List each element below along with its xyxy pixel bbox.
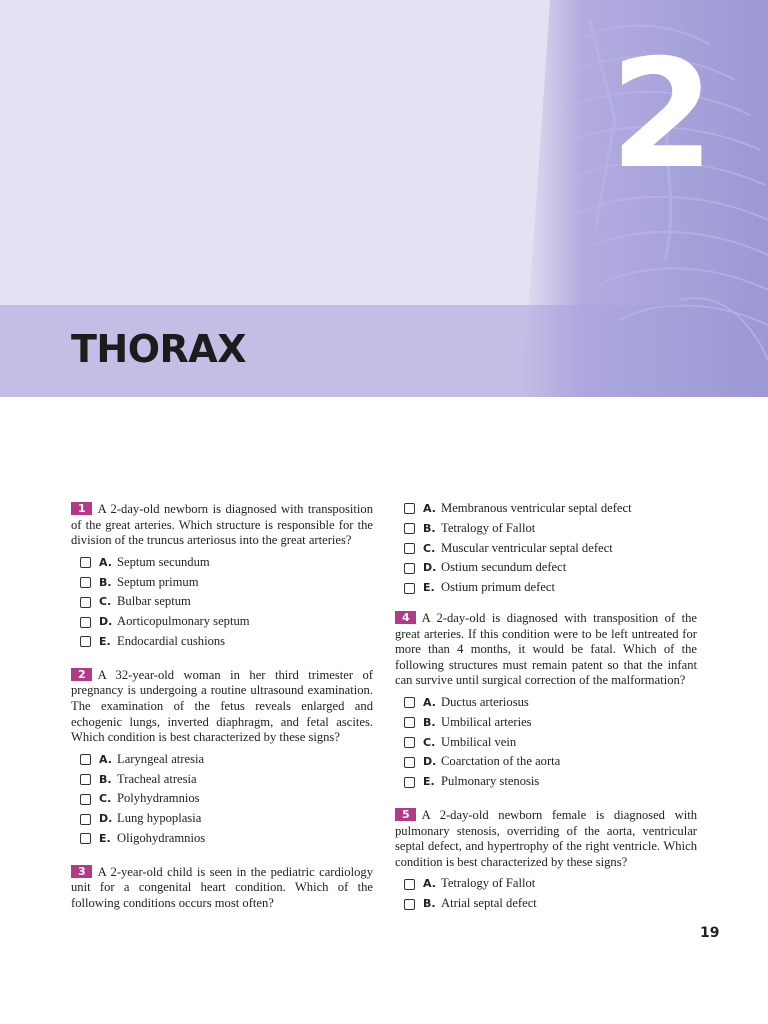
answer-options (71, 553, 373, 652)
option-letter: D. (99, 812, 113, 826)
option-text: Ostium secundum defect (441, 560, 567, 575)
question-text: A 32-year-old woman in her third trimester of pregnancy is undergoing a routine ultrasound examination. The examination of the fetus reveals enlarged and echogenic lungs, inverted diaphragm, and fetal ascites. Which condition is best characterized by these signs? (71, 667, 373, 745)
checkbox-icon[interactable] (80, 636, 91, 647)
option-letter: A. (423, 877, 436, 891)
answer-option[interactable] (71, 829, 373, 849)
option-letter: A. (423, 502, 436, 516)
answer-option[interactable] (71, 632, 373, 652)
answer-option[interactable] (71, 770, 373, 790)
checkbox-icon[interactable] (404, 879, 415, 890)
checkbox-icon[interactable] (80, 794, 91, 805)
option-letter: B. (423, 897, 436, 911)
answer-option[interactable] (395, 752, 697, 772)
option-text: Oligohydramnios (117, 831, 206, 846)
option-text: Muscular ventricular septal defect (441, 540, 613, 555)
option-text: Bulbar septum (117, 594, 191, 609)
option-letter: C. (423, 541, 436, 555)
question-number-badge: 4 (395, 611, 416, 624)
answer-option[interactable] (71, 592, 373, 612)
answer-option[interactable] (71, 789, 373, 809)
answer-options (395, 874, 697, 914)
question-stem (71, 865, 373, 912)
answer-option[interactable] (395, 772, 697, 792)
option-text: Laryngeal atresia (117, 751, 205, 766)
option-text: Ostium primum defect (441, 580, 556, 595)
answer-option[interactable] (395, 713, 697, 733)
option-letter: A. (99, 555, 112, 569)
option-letter: A. (99, 752, 112, 766)
answer-option[interactable] (71, 612, 373, 632)
checkbox-icon[interactable] (404, 717, 415, 728)
option-text: Aorticopulmonary septum (117, 614, 250, 629)
answer-option[interactable] (395, 539, 697, 559)
option-letter: C. (99, 595, 112, 609)
option-letter: E. (423, 775, 435, 789)
question-3 (71, 865, 373, 912)
option-text: Umbilical vein (441, 734, 517, 749)
question-stem (395, 808, 697, 870)
option-text: Septum secundum (117, 554, 210, 569)
answer-options (395, 693, 697, 792)
option-letter: E. (99, 635, 111, 649)
right-column (395, 502, 697, 930)
option-text: Tetralogy of Fallot (441, 876, 536, 891)
option-text: Lung hypoplasia (117, 811, 202, 826)
option-letter: B. (423, 715, 436, 729)
answer-option[interactable] (395, 693, 697, 713)
question-4 (395, 611, 697, 792)
question-text: A 2-day-old newborn female is diagnosed with pulmonary stenosis, overriding of the aorta, ventricular septal defect, and hypertrophy of the right ventricle. Which condition is best characterized by these signs? (395, 807, 697, 869)
page-number: 19 (700, 925, 720, 941)
checkbox-icon[interactable] (80, 814, 91, 825)
question-1 (71, 502, 373, 652)
checkbox-icon[interactable] (80, 617, 91, 628)
answer-option[interactable] (395, 558, 697, 578)
option-text: Tetralogy of Fallot (441, 520, 536, 535)
answer-options (395, 499, 697, 598)
checkbox-icon[interactable] (404, 523, 415, 534)
option-text: Umbilical arteries (441, 714, 532, 729)
answer-option[interactable] (395, 894, 697, 914)
answer-option[interactable] (395, 874, 697, 894)
question-stem (71, 668, 373, 746)
option-letter: B. (99, 772, 112, 786)
question-text: A 2-day-old newborn is diagnosed with transposition of the great arteries. Which structure is responsible for the division of the truncus arteriosus into the great arteries? (71, 502, 373, 548)
left-column (71, 502, 373, 928)
option-letter: B. (423, 521, 436, 535)
checkbox-icon[interactable] (404, 777, 415, 788)
checkbox-icon[interactable] (404, 737, 415, 748)
option-letter: D. (423, 561, 437, 575)
option-letter: D. (423, 755, 437, 769)
checkbox-icon[interactable] (80, 833, 91, 844)
option-text: Ductus arteriosus (441, 695, 529, 710)
option-text: Atrial septal defect (441, 896, 537, 911)
option-letter: C. (99, 792, 112, 806)
option-letter: C. (423, 735, 436, 749)
question-stem (395, 611, 697, 689)
question-2 (71, 668, 373, 849)
checkbox-icon[interactable] (404, 543, 415, 554)
option-text: Septum primum (117, 574, 199, 589)
option-text: Endocardial cushions (117, 634, 226, 649)
answer-option[interactable] (71, 573, 373, 593)
question-number-badge: 1 (71, 502, 92, 515)
option-letter: A. (423, 696, 436, 710)
checkbox-icon[interactable] (404, 899, 415, 910)
option-text: Coarctation of the aorta (441, 754, 561, 769)
checkbox-icon[interactable] (404, 697, 415, 708)
answer-option[interactable] (71, 750, 373, 770)
answer-options (71, 750, 373, 849)
checkbox-icon[interactable] (80, 754, 91, 765)
answer-option[interactable] (395, 733, 697, 753)
answer-option[interactable] (71, 809, 373, 829)
answer-option[interactable] (395, 519, 697, 539)
option-letter: E. (423, 581, 435, 595)
checkbox-icon[interactable] (80, 597, 91, 608)
checkbox-icon[interactable] (80, 774, 91, 785)
chapter-title: THORAX (71, 327, 246, 371)
answer-option[interactable] (71, 553, 373, 573)
option-letter: E. (99, 832, 111, 846)
question-5 (395, 808, 697, 914)
answer-option[interactable] (395, 499, 697, 519)
option-letter: B. (99, 575, 112, 589)
checkbox-icon[interactable] (80, 557, 91, 568)
checkbox-icon[interactable] (404, 757, 415, 768)
checkbox-icon[interactable] (404, 583, 415, 594)
option-text: Polyhydramnios (117, 791, 200, 806)
option-letter: D. (99, 615, 113, 629)
answer-option[interactable] (395, 578, 697, 598)
question-number-badge: 2 (71, 668, 92, 681)
checkbox-icon[interactable] (404, 563, 415, 574)
option-text: Tracheal atresia (117, 771, 197, 786)
chapter-number: 2 (610, 28, 715, 202)
option-text: Pulmonary stenosis (441, 774, 540, 789)
question-stem (71, 502, 373, 549)
checkbox-icon[interactable] (80, 577, 91, 588)
question-text: A 2-day-old is diagnosed with transposition of the great arteries. If this condition were to be left untreated for more than 4 months, it would be fatal. Which of the following structures must remain patent so that the infant can survive until surgical correction of the malformation? (395, 610, 697, 688)
checkbox-icon[interactable] (404, 503, 415, 514)
question-text: A 2-year-old child is seen in the pediatric cardiology unit for a congenital heart condition. Which of the following conditions occurs most often? (71, 864, 373, 910)
option-text: Membranous ventricular septal defect (441, 501, 632, 516)
question-number-badge: 5 (395, 808, 416, 821)
question-number-badge: 3 (71, 865, 92, 878)
